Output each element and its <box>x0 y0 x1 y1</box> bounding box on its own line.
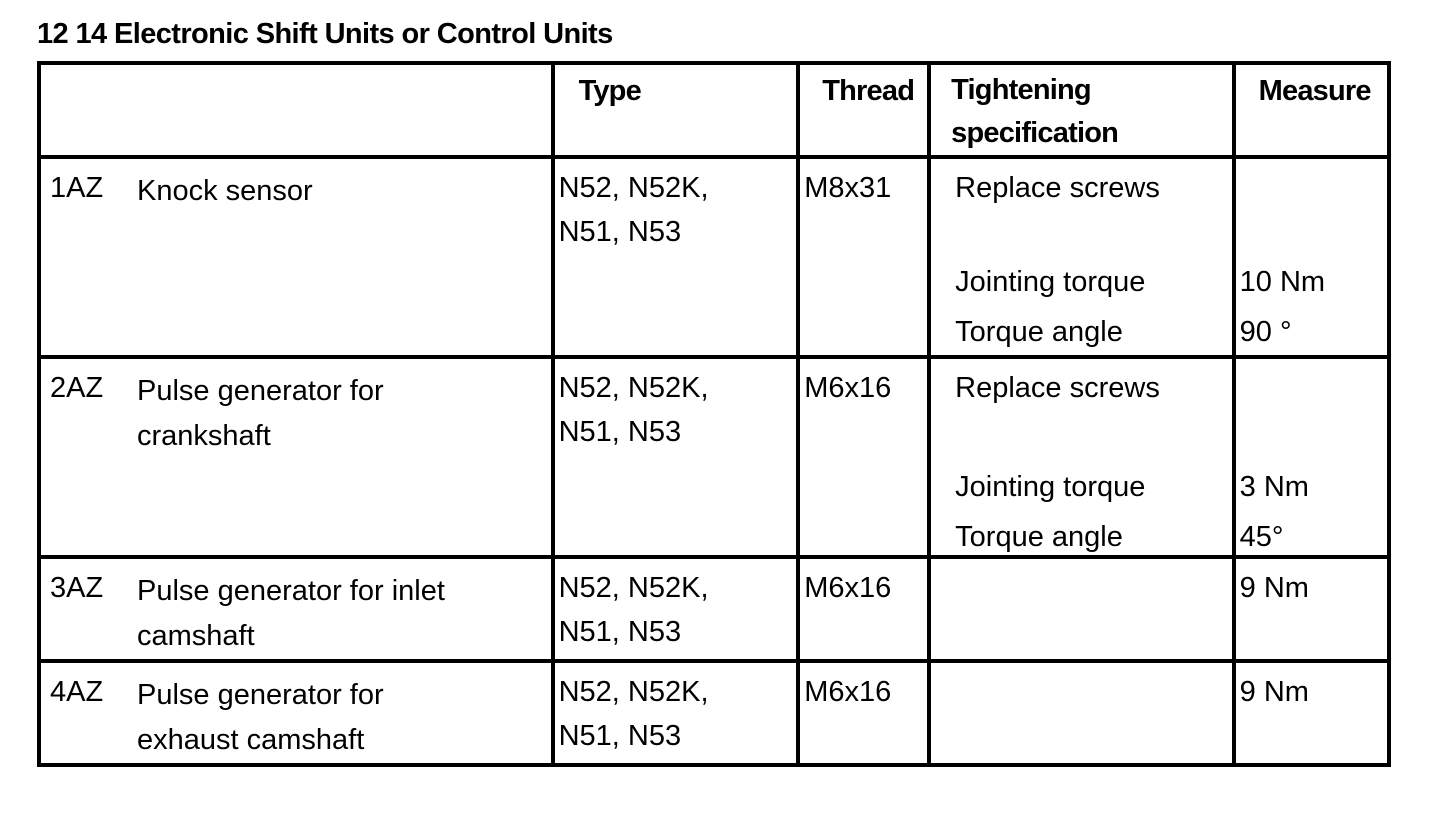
type-cell <box>553 661 799 765</box>
item-description-line2: crankshaft <box>137 420 271 452</box>
header-tightening-line2: specification <box>951 117 1119 149</box>
type-line2: N51, N53 <box>558 216 682 248</box>
type-cell <box>553 557 799 661</box>
item-description <box>137 569 445 659</box>
item-description-line2: camshaft <box>137 620 255 652</box>
item-description <box>137 369 384 459</box>
header-type: Type <box>553 63 799 157</box>
table-row <box>39 557 1389 661</box>
spec-torque-angle: Torque angle <box>955 316 1123 348</box>
header-description <box>39 63 553 157</box>
item-description-line1: Pulse generator for <box>137 375 384 407</box>
item-description-line2: exhaust camshaft <box>137 724 365 756</box>
type-line2: N51, N53 <box>558 416 682 448</box>
item-code: 3AZ <box>50 572 104 604</box>
item-description-line1: Pulse generator for inlet <box>137 575 445 607</box>
measure-cell <box>1234 557 1389 661</box>
description-cell <box>39 157 553 357</box>
spec-jointing-torque: Jointing torque <box>955 266 1146 298</box>
thread-cell: M6x16 <box>798 357 929 557</box>
table-row <box>39 661 1389 765</box>
measure-cell <box>1234 661 1389 765</box>
thread-cell: M6x16 <box>798 557 929 661</box>
spec-jointing-torque: Jointing torque <box>955 471 1146 503</box>
measure-value: 9 Nm <box>1239 572 1309 604</box>
type-line2: N51, N53 <box>558 616 682 648</box>
thread-cell: M6x16 <box>798 661 929 765</box>
item-code: 2AZ <box>50 372 104 404</box>
type-line1: N52, N52K, <box>558 676 709 708</box>
measure-torque-angle: 45° <box>1239 521 1284 553</box>
spec-replace-screws: Replace screws <box>955 172 1160 204</box>
tightening-cell <box>929 357 1234 557</box>
header-measure: Measure <box>1234 63 1389 157</box>
item-code: 4AZ <box>50 676 104 708</box>
measure-torque-angle: 90 ° <box>1239 316 1292 348</box>
tightening-cell <box>929 661 1234 765</box>
item-description-line1: Knock sensor <box>137 175 313 207</box>
description-cell <box>39 557 553 661</box>
measure-cell <box>1234 357 1389 557</box>
measure-cell <box>1234 157 1389 357</box>
table-header-row <box>39 63 1389 157</box>
item-code: 1AZ <box>50 172 104 204</box>
type-cell <box>553 357 799 557</box>
spec-torque-angle: Torque angle <box>955 521 1123 553</box>
item-description-line1: Pulse generator for <box>137 679 384 711</box>
description-cell <box>39 357 553 557</box>
measure-jointing-torque: 10 Nm <box>1239 266 1326 298</box>
thread-cell: M8x31 <box>798 157 929 357</box>
spec-replace-screws: Replace screws <box>955 372 1160 404</box>
type-line1: N52, N52K, <box>558 572 709 604</box>
type-line1: N52, N52K, <box>558 172 709 204</box>
type-cell <box>553 157 799 357</box>
table-row <box>39 157 1389 357</box>
tightening-cell <box>929 557 1234 661</box>
header-tightening-specification <box>929 63 1234 157</box>
type-line1: N52, N52K, <box>558 372 709 404</box>
measure-value: 9 Nm <box>1239 676 1309 708</box>
measure-jointing-torque: 3 Nm <box>1239 471 1309 503</box>
type-line2: N51, N53 <box>558 720 682 752</box>
item-description <box>137 673 384 763</box>
header-tightening-line1: Tightening <box>951 74 1091 106</box>
item-description <box>137 169 313 214</box>
table-row <box>39 357 1389 557</box>
page-title: 12 14 Electronic Shift Units or Control Units <box>37 18 613 50</box>
tightening-cell <box>929 157 1234 357</box>
tightening-spec-table <box>37 61 1391 767</box>
description-cell <box>39 661 553 765</box>
header-thread: Thread <box>798 63 929 157</box>
